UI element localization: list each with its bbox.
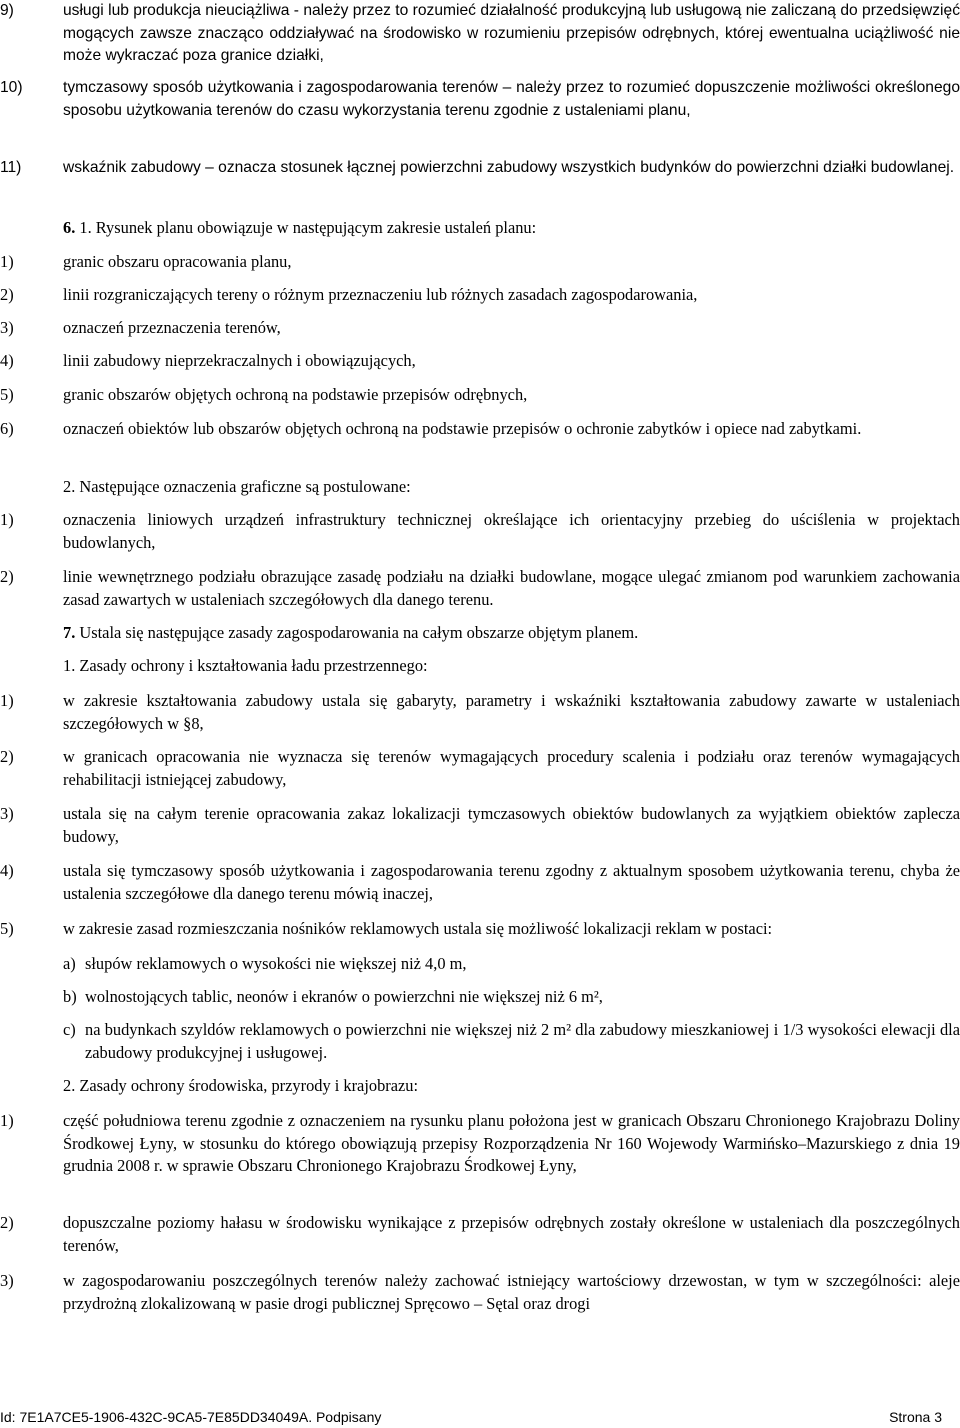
item-text: część południowa terenu zgodnie z oznaczeniem na rysunku planu położona jest w granicach Obszaru Chronionego Krajobrazu Doliny Środkowej Łyny, w stosunku do którego obowiązują przepisy Rozporządzenia Nr 160 Wojewody Warmińsko–Mazurskiego z dnia 19 grudnia 2008 r. w sprawie Obszaru Chronionego Krajobrazu Środkowej Łyny,	[63, 1111, 960, 1175]
item-number: 9)	[0, 2, 14, 19]
sub-list-item	[63, 986, 960, 1009]
item-number: 11)	[0, 159, 22, 176]
list-item	[0, 746, 960, 791]
list-item	[0, 690, 960, 735]
item-text: w zakresie kształtowania zabudowy ustala się gabaryty, parametry i wskaźniki kształtowania zabudowy zawarte w ustaleniach szczegółowych w §8,	[63, 691, 960, 733]
paragraph-text: 2. Następujące oznaczenia graficzne są postulowane:	[63, 477, 411, 496]
item-text: ustala się na całym terenie opracowania zakaz lokalizacji tymczasowych obiektów budowlanych za wyjątkiem obiektów zaplecza budowy,	[63, 804, 960, 846]
item-number: 1)	[0, 1111, 14, 1130]
item-number: 3)	[0, 1271, 14, 1290]
list-item	[0, 0, 960, 68]
item-number: 1)	[0, 252, 14, 271]
page-number: Strona 3	[889, 1409, 942, 1425]
item-text: w granicach opracowania nie wyznacza się terenów wymagających procedury scalenia i podziału oraz terenów wymagających rehabilitacji istniejącej zabudowy,	[63, 747, 960, 789]
section-number: 7.	[63, 623, 76, 642]
item-text: w zakresie zasad rozmieszczania nośników reklamowych ustala się możliwość lokalizacji reklam w postaci:	[63, 919, 773, 938]
sub-list-item	[63, 953, 960, 976]
list-item	[0, 803, 960, 848]
section-text: Ustala się następujące zasady zagospodarowania na całym obszarze objętym planem.	[75, 623, 639, 642]
document-id: Id: 7E1A7CE5-1906-432C-9CA5-7E85DD34049A. Podpisany	[0, 1409, 382, 1425]
item-text: granic obszarów objętych ochroną na podstawie przepisów odrębnych,	[63, 385, 528, 404]
list-item	[0, 918, 960, 941]
item-number: 3)	[0, 804, 14, 823]
list-item	[0, 384, 960, 407]
sub-item-letter: c)	[63, 1020, 76, 1039]
list-item	[0, 1212, 960, 1257]
list-item	[0, 566, 960, 611]
item-number: 5)	[0, 919, 14, 938]
item-number: 4)	[0, 351, 14, 370]
item-number: 5)	[0, 385, 14, 404]
list-item	[0, 251, 960, 274]
item-text: oznaczeń przeznaczenia terenów,	[63, 318, 281, 337]
paragraph	[63, 476, 960, 499]
paragraph-text: 2. Zasady ochrony środowiska, przyrody i krajobrazu:	[63, 1076, 419, 1095]
section-number: 6.	[63, 218, 76, 237]
section-text: 1. Rysunek planu obowiązuje w następującym zakresie ustaleń planu:	[75, 218, 537, 237]
item-text: tymczasowy sposób użytkowania i zagospodarowania terenów – należy przez to rozumieć dopuszczenie możliwości określonego sposobu użytkowania terenów do czasu wykorzystania terenu zgodnie z ustaleniami planu,	[63, 79, 960, 119]
list-item	[0, 860, 960, 905]
list-item	[0, 317, 960, 340]
item-text: linii zabudowy nieprzekraczalnych i obowiązujących,	[63, 351, 416, 370]
item-text: linie wewnętrznego podziału obrazujące zasadę podziału na działki budowlane, mogące ulegać zmianom pod warunkiem zachowania zasad zawartych w ustaleniach szczegółowych dla danego terenu.	[63, 567, 960, 609]
item-number: 4)	[0, 861, 14, 880]
list-item	[0, 1110, 960, 1178]
item-number: 2)	[0, 747, 14, 766]
item-text: oznaczenia liniowych urządzeń infrastruktury technicznej określające ich orientacyjny przebieg do uściślenia w projektach budowlanych,	[63, 510, 960, 552]
item-number: 1)	[0, 510, 14, 529]
list-item	[0, 418, 960, 441]
list-item	[0, 509, 960, 554]
sub-list-item	[63, 1019, 960, 1064]
item-text: linii rozgraniczających tereny o różnym przeznaczeniu lub różnych zasadach zagospodarowania,	[63, 285, 698, 304]
item-number: 2)	[0, 285, 14, 304]
list-item	[0, 1270, 960, 1315]
paragraph	[63, 655, 960, 678]
paragraph-text: 1. Zasady ochrony i kształtowania ładu przestrzennego:	[63, 656, 428, 675]
item-number: 2)	[0, 1213, 14, 1232]
item-text: w zagospodarowaniu poszczególnych terenów należy zachować istniejący wartościowy drzewostan, w tym w szczególności: aleje przydrożną zlokalizowaną w pasie drogi publicznej Spręcowo – Sętal oraz drogi	[63, 1271, 960, 1313]
sub-item-letter: a)	[63, 954, 76, 973]
item-number: 2)	[0, 567, 14, 586]
section-heading	[63, 217, 960, 240]
item-text: dopuszczalne poziomy hałasu w środowisku wynikające z przepisów odrębnych zostały określone w ustaleniach dla poszczególnych terenów,	[63, 1213, 960, 1255]
list-item	[0, 350, 960, 373]
list-item	[0, 284, 960, 307]
item-text: granic obszaru opracowania planu,	[63, 252, 292, 271]
sub-item-text: słupów reklamowych o wysokości nie większej niż 4,0 m,	[85, 954, 467, 973]
paragraph	[63, 1075, 960, 1098]
item-text: ustala się tymczasowy sposób użytkowania i zagospodarowania terenu zgodny z aktualnym sposobem użytkowania terenu, chyba że ustalenia szczegółowe dla danego terenu mówią inaczej,	[63, 861, 960, 903]
sub-item-text: na budynkach szyldów reklamowych o powierzchni nie większej niż 2 m² dla zabudowy mieszkaniowej i 1/3 wysokości elewacji dla zabudowy produkcyjnej i usługowej.	[85, 1020, 960, 1062]
page-footer	[0, 1408, 960, 1426]
item-text: oznaczeń obiektów lub obszarów objętych ochroną na podstawie przepisów o ochronie zabytków i opiece nad zabytkami.	[63, 419, 862, 438]
sub-item-text: wolnostojących tablic, neonów i ekranów o powierzchni nie większej niż 6 m²,	[85, 987, 603, 1006]
item-number: 6)	[0, 419, 14, 438]
item-number: 1)	[0, 691, 14, 710]
item-number: 10)	[0, 79, 23, 96]
list-item	[0, 77, 960, 122]
item-text: usługi lub produkcja nieuciążliwa - należy przez to rozumieć działalność produkcyjną lub usługową nie zaliczaną do przedsięwzięć mogących zawsze znacząco oddziaływać na środowisko w rozumieniu przepisów odrębnych, której ewentualna uciążliwość nie może wykraczać poza granice działki,	[63, 2, 960, 64]
list-item	[0, 157, 960, 180]
sub-item-letter: b)	[63, 987, 77, 1006]
item-number: 3)	[0, 318, 14, 337]
section-heading	[63, 622, 960, 645]
item-text: wskaźnik zabudowy – oznacza stosunek łącznej powierzchni zabudowy wszystkich budynków do powierzchni działki budowlanej.	[63, 159, 955, 176]
